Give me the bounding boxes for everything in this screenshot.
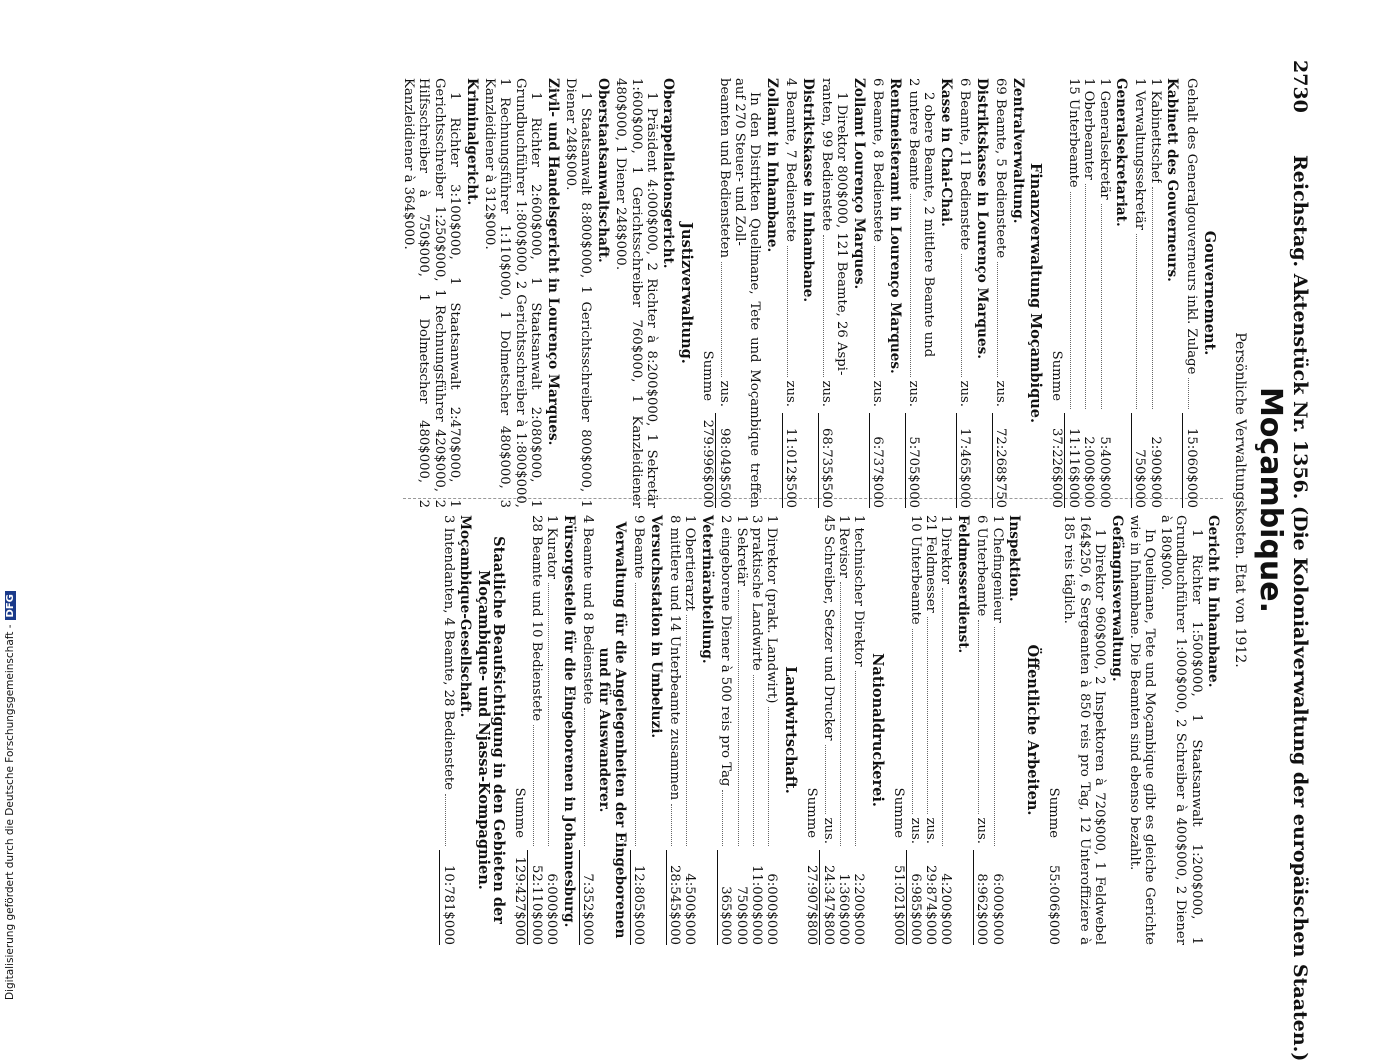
row-amount: 7:352$000 <box>579 850 595 945</box>
section-title-justizverwaltung: Justizverwaltung. <box>677 222 695 364</box>
subsection-rentmeisteramt: Rentmeisteramt in Lourenço Marques. <box>886 78 903 374</box>
row-amount: 750$000 <box>1131 413 1147 508</box>
row-label: 1 Oberbeamter <box>1081 78 1097 180</box>
zollamt-inhambane-text: In den Distrikten Quelimane, Tete und Moçambique treffen auf 270 Steuer- und Zoll- <box>732 78 763 508</box>
leader-dots <box>1136 234 1137 409</box>
row-amount: 2:000$000 <box>1081 436 1097 508</box>
row-prefix: zus. <box>870 380 886 407</box>
left-column <box>401 78 1224 508</box>
sum-label: Summe <box>512 787 528 838</box>
row-label: 1 Kurator <box>544 515 560 580</box>
page-subtitle: Persönliche Verwaltungskosten. Etat von 1912. <box>1232 332 1248 668</box>
section-title-oeffentliche-arbeiten: Öffentliche Arbeiten. <box>1023 644 1041 816</box>
leader-dots <box>840 582 841 846</box>
subsection-zollamt-inhambane: Zollamt in Inhambane. <box>763 78 780 253</box>
nationaldruckerei-row <box>819 515 835 945</box>
row-amount: 4:200$000 <box>938 873 954 945</box>
row-label: 1 Revisor <box>836 515 852 578</box>
row-amount: 6:737$000 <box>869 413 885 508</box>
leader-dots <box>584 708 585 846</box>
row-amount: 52:110$000 <box>527 850 543 945</box>
leader-dots <box>978 620 979 813</box>
row-amount: 2:900$000 <box>1147 436 1163 508</box>
row-label: 3 praktische Landwirte <box>749 515 765 671</box>
row-amount: 2:200$000 <box>851 873 867 945</box>
sum-nationaldruckerei <box>804 515 819 945</box>
feldmesser-row <box>938 515 953 945</box>
kriminalgericht-text: 1 Richter 3:100$000, 1 Staatsanwalt 2:470$000, 1 Gerichtsschreiber 1:250$000, 1 Rechnungsführer 420$000, 2 Hilfsschreiber à 750$000, 1 Dolmetscher 480$000, 2 Kanzleidiener à 364$000. <box>400 78 463 508</box>
feldmesser-row <box>923 515 938 945</box>
row-label: 10 Unterbeamte <box>907 515 923 625</box>
row-label: 45 Schreiber, Setzer und Drucker <box>820 515 836 741</box>
landwirtschaft-row <box>749 515 764 945</box>
sum-label: Summe <box>891 787 907 838</box>
row-amount: 5:400$000 <box>1096 436 1112 508</box>
sum-label: Summe <box>1045 787 1061 838</box>
subsection-veterinaer: Veterinärabteilung. <box>698 515 715 664</box>
row-amount: 24:347$800 <box>819 850 835 945</box>
row-prefix: zus. <box>974 817 990 844</box>
kasse-text: 2 obere Beamte, 2 mittlere Beamte und <box>921 92 937 358</box>
row-amount: 6:985$000 <box>906 850 922 945</box>
sum-amount: 27:907$800 <box>804 865 820 945</box>
row-amount: 8:962$000 <box>973 850 989 945</box>
row-amount: 11:116$000 <box>1064 413 1080 508</box>
row-label: 21 Feldmesser <box>923 515 939 613</box>
leader-dots <box>738 590 739 846</box>
generalsekretariat-row <box>1081 78 1096 508</box>
leader-dots <box>997 262 998 376</box>
row-label: 2 eingeborene Diener à 500 reis pro Tag <box>718 515 734 787</box>
subsection-distriktskasse-inhambane: Distriktskasse in Inhambane. <box>799 78 816 303</box>
section-title-kabinett: Kabinett des Gouverneurs. <box>1164 78 1181 282</box>
leader-dots <box>768 707 769 846</box>
row-label: 1 Sekretär <box>733 515 749 586</box>
section-title-staatliche-beaufsichtigung: Staatliche Beaufsichtigung in den Gebieten der Moçambique- und Njassa-Kompagnien. <box>474 536 507 924</box>
kabinett-row <box>1147 78 1162 508</box>
row-amount: 98:049$500 <box>715 413 731 508</box>
row-label: 1 Verwaltungssekretär <box>1132 78 1148 231</box>
row-amount: 6:000$000 <box>544 873 560 945</box>
row-amount: 72:268$750 <box>992 413 1008 508</box>
row-label: 6 Unterbeamte <box>974 515 990 617</box>
section-title-nationaldruckerei: Nationaldruckerei. <box>868 653 886 807</box>
row-amount: 6:000$000 <box>764 873 780 945</box>
row-prefix: zus. <box>716 380 732 407</box>
leader-dots <box>912 629 913 814</box>
leader-dots <box>722 790 723 846</box>
row-amount: 365$000 <box>717 850 733 945</box>
zollamt-inhambane-row <box>715 78 731 508</box>
row-amount: 5:705$000 <box>905 413 921 508</box>
landwirtschaft-row <box>717 515 733 945</box>
sum-amount: 51:021$000 <box>891 865 907 945</box>
eingeborenen-row <box>579 515 595 945</box>
section-title-landwirtschaft: Landwirtschaft. <box>781 666 799 794</box>
subsection-oberappellationsgericht: Oberappellationsgericht. <box>660 78 677 269</box>
inspektion-row <box>973 515 989 945</box>
leader-dots <box>855 671 856 846</box>
row-amount: 15:060$000 <box>1182 413 1198 508</box>
row-label: 1 Generalsekretär <box>1096 78 1112 200</box>
row-amount: 6:000$000 <box>989 873 1005 945</box>
subsection-mocambique-gesellschaft: Moçambique-Gesellschaft. <box>457 515 474 718</box>
leader-dots <box>445 794 446 846</box>
leader-dots <box>825 745 826 814</box>
subsection-gefaengnisverwaltung: Gefängnisverwaltung. <box>1108 515 1125 682</box>
landwirtschaft-row <box>764 515 779 945</box>
row-label: 1 Chefingenieur <box>989 515 1005 623</box>
leader-dots <box>1101 204 1102 409</box>
row-prefix: zus. <box>957 380 973 407</box>
leader-dots <box>533 725 534 846</box>
leader-dots <box>943 588 944 846</box>
gericht-inhambane-text: 1 Richter 1:500$000, 1 Staatsanwalt 1:200$000, 1 Grundbuchführer 1:000$000, 2 Schreiber à 400$000, 2 Diener à 180$000. <box>1157 515 1204 945</box>
kabinett-row <box>1131 78 1147 508</box>
leader-dots <box>823 235 824 377</box>
row-label: 28 Beamte und 10 Bedienstete <box>528 515 544 722</box>
gefaengnis-text: 1 Direktor 960$000, 2 Inspektoren à 720$000, 1 Feldwebel 164$250, 6 Sergeanten à 850 reis pro Tag, 12 Unteroffiziere à 185 reis täglich. <box>1061 515 1108 945</box>
row-label: 1 Kabinettschef <box>1147 78 1163 184</box>
leader-dots <box>1070 192 1071 409</box>
row-label: 9 Beamte <box>631 515 647 579</box>
sum-amount: 279:996$000 <box>700 419 716 508</box>
versuchsstation-row <box>630 515 646 945</box>
distriktskasse-inhambane-row <box>782 78 798 508</box>
subsection-inspektion: Inspektion. <box>1006 515 1023 602</box>
leader-dots <box>910 194 911 377</box>
row-label: 15 Unterbeamte <box>1065 78 1081 188</box>
row-amount: 28:545$000 <box>666 850 682 945</box>
leader-dots <box>1152 187 1153 409</box>
row-label: 1 technischer Direktor <box>851 515 867 667</box>
sum-label: Summe <box>700 350 716 401</box>
sum-oeffentliche-arbeiten <box>891 515 906 945</box>
running-title: Reichstag. Aktenstück Nr. 1356. (Die Kolonialverwaltung der europäischen Staaten.) <box>1289 155 1311 1061</box>
row-amount: 11:012$500 <box>782 413 798 508</box>
zivilgericht-text: 1 Richter 2:600$000, 1 Staatsanwalt 2:080$000, 1 Grundbuchführer 1:800$000, 2 Gerichtsschreiber à 1:800$000, 1 Rechnungsführer 1:110$000, 1 Dolmetscher 480$000, 3 Kanzleidiener à 312$000. <box>481 78 544 508</box>
subsection-distriktskasse-lm: Distriktskasse in Lourenço Marques. <box>973 78 990 359</box>
leader-dots <box>1085 184 1086 409</box>
subsection-eingeborenen-verwaltung: Verwaltung für die Angelegenheiten der Eingeborenen und für Auswanderer. <box>596 521 628 939</box>
row-amount: 17:465$000 <box>956 413 972 508</box>
row-prefix: zus. <box>907 817 923 844</box>
footer-text: Digitalisierung gefördert durch die Deutsche Forschungsgemeinschaft - <box>4 624 16 1000</box>
sum-label: Summe <box>804 787 820 838</box>
row-label: 1 Obertierarzt <box>682 515 698 611</box>
row-label: ranten, 99 Bedienstete <box>819 78 835 232</box>
leader-dots <box>961 254 962 376</box>
landwirtschaft-row <box>733 515 748 945</box>
sum-landwirtschaft <box>512 515 527 945</box>
row-amount: 10:781$000 <box>439 850 455 945</box>
row-label: 1 Direktor <box>938 515 954 585</box>
row-label: 6 Beamte, 8 Bedienstete <box>870 78 886 242</box>
leader-dots <box>874 246 875 377</box>
fuersorge-row <box>527 515 543 945</box>
zollamt-text: 1 Direktor 800$000, 121 Beamte, 26 Aspi- <box>834 92 850 376</box>
row-amount: 12:805$000 <box>630 850 646 945</box>
row-label: 3 Intendanten, 4 Beamte, 28 Bedienstete <box>440 515 456 790</box>
row-prefix: zus. <box>783 380 799 407</box>
row-prefix: zus. <box>819 380 835 407</box>
leader-dots <box>686 615 687 846</box>
subsection-fuersorgestelle: Fürsorgestelle für die Eingeborenen in Johannesburg. <box>560 515 577 928</box>
sum-justiz <box>1046 515 1061 945</box>
row-prefix: zus. <box>820 817 836 844</box>
row-prefix: zus. <box>906 380 922 407</box>
generalsekretariat-row <box>1064 78 1080 508</box>
leader-dots <box>753 675 754 846</box>
section-title-gouvernement: Gouvernement. <box>1201 230 1218 356</box>
zollamt-row <box>818 78 834 508</box>
veterinaer-row <box>666 515 682 945</box>
row-label: 2 untere Beamte <box>906 78 922 190</box>
subsection-kasse-chai-chai: Kasse in Chai-Chai. <box>937 78 954 227</box>
row-prefix: zus. <box>923 817 939 844</box>
section-title-generalsekretariat: Generalsekretariat. <box>1112 78 1129 227</box>
subsection-feldmesserdienst: Feldmesserdienst. <box>954 515 971 654</box>
subsection-zivilgericht: Zivil- und Handelsgericht in Lourenço Marques. <box>544 78 561 446</box>
subsection-oberstaatsanwaltschaft: Oberstaatsanwaltschaft. <box>594 78 611 263</box>
row-label: 69 Beamte, 5 Bediensteete <box>993 78 1009 259</box>
row-label: 8 mittlere und 14 Unterbeamte zusammen <box>667 515 682 801</box>
sum-label: Summe <box>1049 350 1065 401</box>
row-label: beamten und Bediensteten <box>716 78 732 258</box>
oberstaatsanwaltschaft-text: 1 Staatsanwalt 8:800$000, 1 Gerichtsschreiber 800$000, 1 Diener 248$000. <box>562 78 594 508</box>
generalsekretariat-row <box>1096 78 1111 508</box>
page-title: Moçambique. <box>1253 386 1288 614</box>
gouvernement-row <box>1182 78 1198 508</box>
row-amount: 68:735$500 <box>818 413 834 508</box>
sum-amount: 129:427$000 <box>512 856 528 945</box>
mocambique-gesellschaft-row <box>439 515 455 945</box>
subsection-zollamt-lm: Zollamt Lourenço Marques. <box>850 78 867 290</box>
section-title-finanzverwaltung: Finanzverwaltung Moçambique. <box>1026 162 1044 424</box>
inspektion-row <box>989 515 1004 945</box>
row-amount: 4:500$000 <box>682 873 698 945</box>
row-label: 6 Beamte, 11 Bedienstete <box>957 78 973 251</box>
kasse-row <box>905 78 921 508</box>
veterinaer-row <box>682 515 697 945</box>
feldmesser-row <box>906 515 922 945</box>
dfg-logo: DFG <box>5 591 16 620</box>
row-amount: 29:874$000 <box>923 865 939 945</box>
sum-amount: 55:006$000 <box>1045 865 1061 945</box>
row-label: Gehalt des Generalgouverneurs inkl. Zulage <box>1183 78 1199 375</box>
sum-generalsekretariat <box>1049 78 1064 508</box>
leader-dots <box>721 262 722 377</box>
row-label: 1 Direktor (prakt. Landwirt) <box>764 515 780 704</box>
leader-dots <box>671 804 672 846</box>
nationaldruckerei-row <box>836 515 851 945</box>
nationaldruckerei-row <box>851 515 866 945</box>
digitization-footer <box>4 360 18 1000</box>
leader-dots <box>994 627 995 846</box>
leader-dots <box>787 246 788 377</box>
subsection-zentralverwaltung: Zentralverwaltung. <box>1009 78 1026 224</box>
subsection-kriminalgericht: Kriminalgericht. <box>463 78 480 206</box>
oberappellationsgericht-text: 1 Präsident 4:000$000, 2 Richter à 8:200$000, 1 Sekretär 1:600$000, 1 Gerichtsschreiber 760$000, 1 Kanzleidiener 480$000, 1 Diener 248$000. <box>613 78 659 508</box>
gericht-inhambane-note: In Quelimane, Tete und Moçambique gibt es gleiche Gerichte wie in Inhambane. Die Beamten sind ebenso bezahlt. <box>1126 515 1158 945</box>
leader-dots <box>548 583 549 846</box>
leader-dots <box>927 617 928 814</box>
row-label: 4 Beamte und 8 Bedienstete <box>579 515 595 705</box>
leader-dots <box>635 583 636 846</box>
subsection-gericht-inhambane: Gericht in Inhambane. <box>1205 515 1221 688</box>
right-column <box>439 515 1223 945</box>
leader-dots <box>1188 378 1189 409</box>
row-prefix: zus. <box>993 380 1009 407</box>
sum-amount: 37:226$000 <box>1049 428 1065 508</box>
row-amount: 750$000 <box>733 886 749 945</box>
distriktskasse-row <box>956 78 972 508</box>
row-amount: 1:360$000 <box>836 873 852 945</box>
sum-finanzverwaltung <box>700 78 715 508</box>
subsection-versuchsstation: Versuchsstation in Umbeluzi. <box>647 515 664 739</box>
zentral-row <box>992 78 1008 508</box>
row-amount: 11:000$000 <box>749 865 765 945</box>
fuersorge-row <box>544 515 559 945</box>
page-number: 2730 <box>1289 60 1311 113</box>
rentmeisteramt-row <box>869 78 885 508</box>
row-label: 4 Beamte, 7 Bedienstete <box>783 78 799 242</box>
